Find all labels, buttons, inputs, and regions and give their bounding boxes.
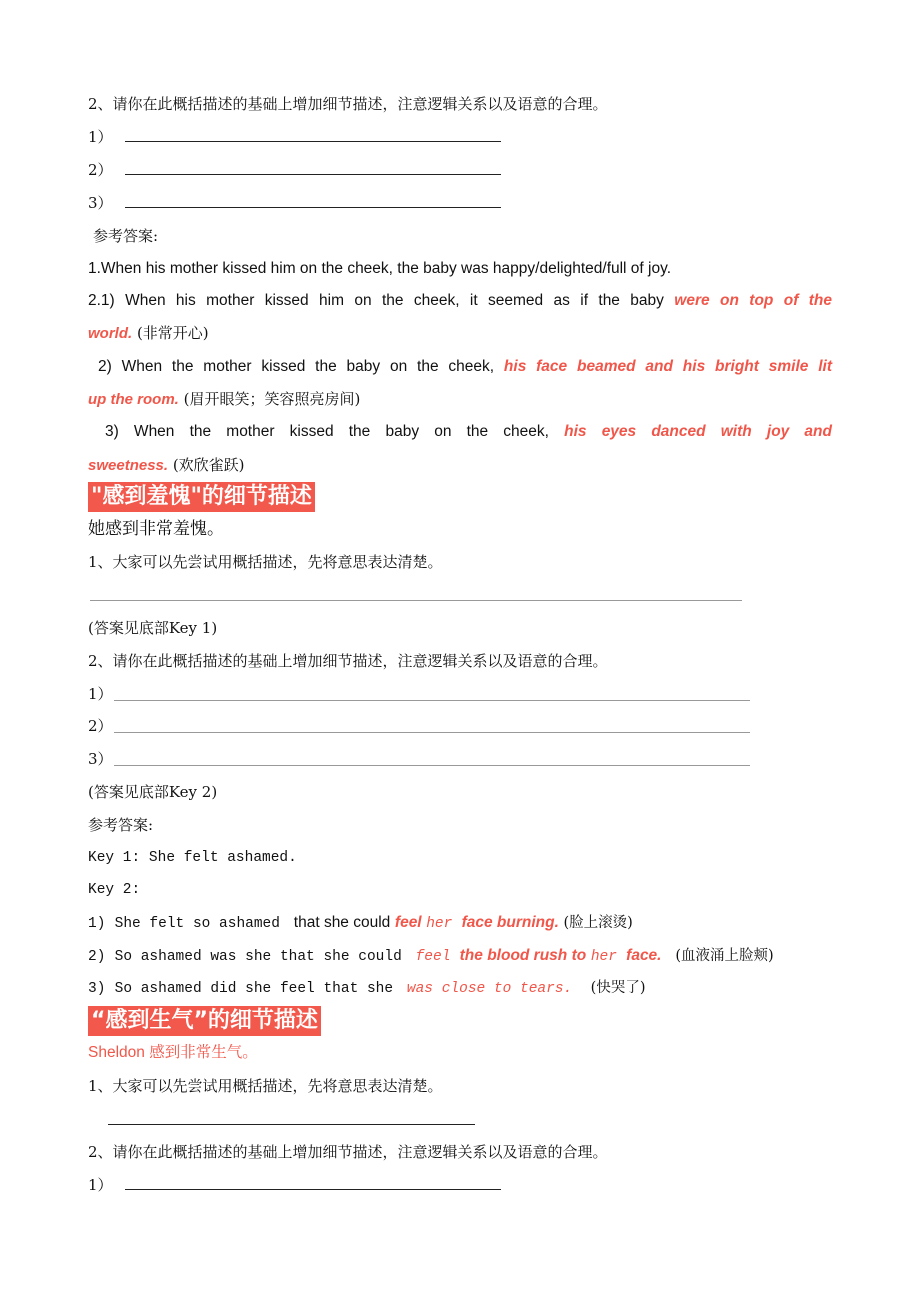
section-banner-ashamed: "感到羞愧"的细节描述	[88, 482, 315, 512]
answer-blank-line[interactable]	[90, 600, 742, 601]
blank-line-3[interactable]	[88, 193, 501, 213]
answer-blank-line[interactable]	[108, 1124, 475, 1125]
reference-heading: 参考答案:	[93, 227, 159, 245]
section-banner-angry: “感到生气”的细节描述	[88, 1006, 321, 1036]
task2-instruction: 2、请你在此概括描述的基础上增加细节描述，注意逻辑关系以及语意的合理。	[88, 652, 608, 670]
blank-label: 2）	[88, 161, 113, 179]
task2-instruction: 2、请你在此概括描述的基础上增加细节描述，注意逻辑关系以及语意的合理。	[88, 95, 608, 113]
blank-line-1[interactable]	[88, 127, 501, 147]
prompt-sentence: Sheldon 感到非常生气。	[88, 1044, 258, 1061]
blank-label: 1）	[88, 128, 113, 146]
answer-2-1-line-a: 2.1) When his mother kissed him on the cheek, it seemed as if the baby were on top of the	[88, 292, 833, 309]
highlight-phrase: his face beamed and his bright smile lit	[503, 358, 832, 375]
prompt-sentence: 她感到非常羞愧。	[88, 519, 224, 539]
blank-underline[interactable]	[114, 700, 750, 701]
task1-instruction: 1、大家可以先尝试用概括描述，先将意思表达清楚。	[88, 553, 443, 571]
answer-2-2-line-a: 2) When the mother kissed the baby on the cheek, his face beamed and his bright smile lit	[98, 358, 832, 375]
answer-1: 1.When his mother kissed him on the cheek, the baby was happy/delighted/full of joy.	[88, 260, 672, 277]
blank-line-1[interactable]: 1）	[88, 685, 113, 703]
key2-item-1: 1) She felt so ashamed that she could feel her face burning. (脸上滚烫)	[88, 914, 633, 932]
blank-line-2[interactable]: 2）	[88, 717, 113, 735]
key1-note: (答案见底部Key 1)	[88, 619, 218, 637]
highlight-phrase: were on top of the	[674, 292, 833, 309]
blank-underline[interactable]	[114, 732, 750, 733]
key2-item-2: 2) So ashamed was she that she could feel the blood rush to her face. (血液涌上脸颊)	[88, 947, 774, 965]
answer-2-1-line-b: world. (非常开心)	[88, 324, 209, 342]
answer-2-3-line-a: 3) When the mother kissed the baby on the cheek, his eyes danced with joy and	[105, 423, 832, 440]
key1-answer: Key 1: She felt ashamed.	[88, 850, 297, 866]
blank-underline[interactable]	[114, 765, 750, 766]
reference-heading: 参考答案:	[88, 816, 154, 834]
blank-line-3[interactable]: 3）	[88, 750, 113, 768]
blank-label: 3）	[88, 194, 113, 212]
key2-label: Key 2:	[88, 882, 141, 898]
key2-item-3: 3) So ashamed did she feel that she was close to tears. (快哭了)	[88, 980, 646, 997]
blank-line-1[interactable]: 1）	[88, 1175, 501, 1195]
blank-line-2[interactable]	[88, 160, 501, 180]
task1-instruction: 1、大家可以先尝试用概括描述，先将意思表达清楚。	[88, 1077, 443, 1095]
task2-instruction: 2、请你在此概括描述的基础上增加细节描述，注意逻辑关系以及语意的合理。	[88, 1143, 608, 1161]
answer-2-2-line-b: up the room. (眉开眼笑；笑容照亮房间)	[88, 390, 361, 408]
answer-2-3-line-b: sweetness. (欢欣雀跃)	[88, 456, 245, 474]
key2-note: (答案见底部Key 2)	[88, 783, 218, 801]
highlight-phrase: his eyes danced with joy and	[564, 423, 832, 440]
